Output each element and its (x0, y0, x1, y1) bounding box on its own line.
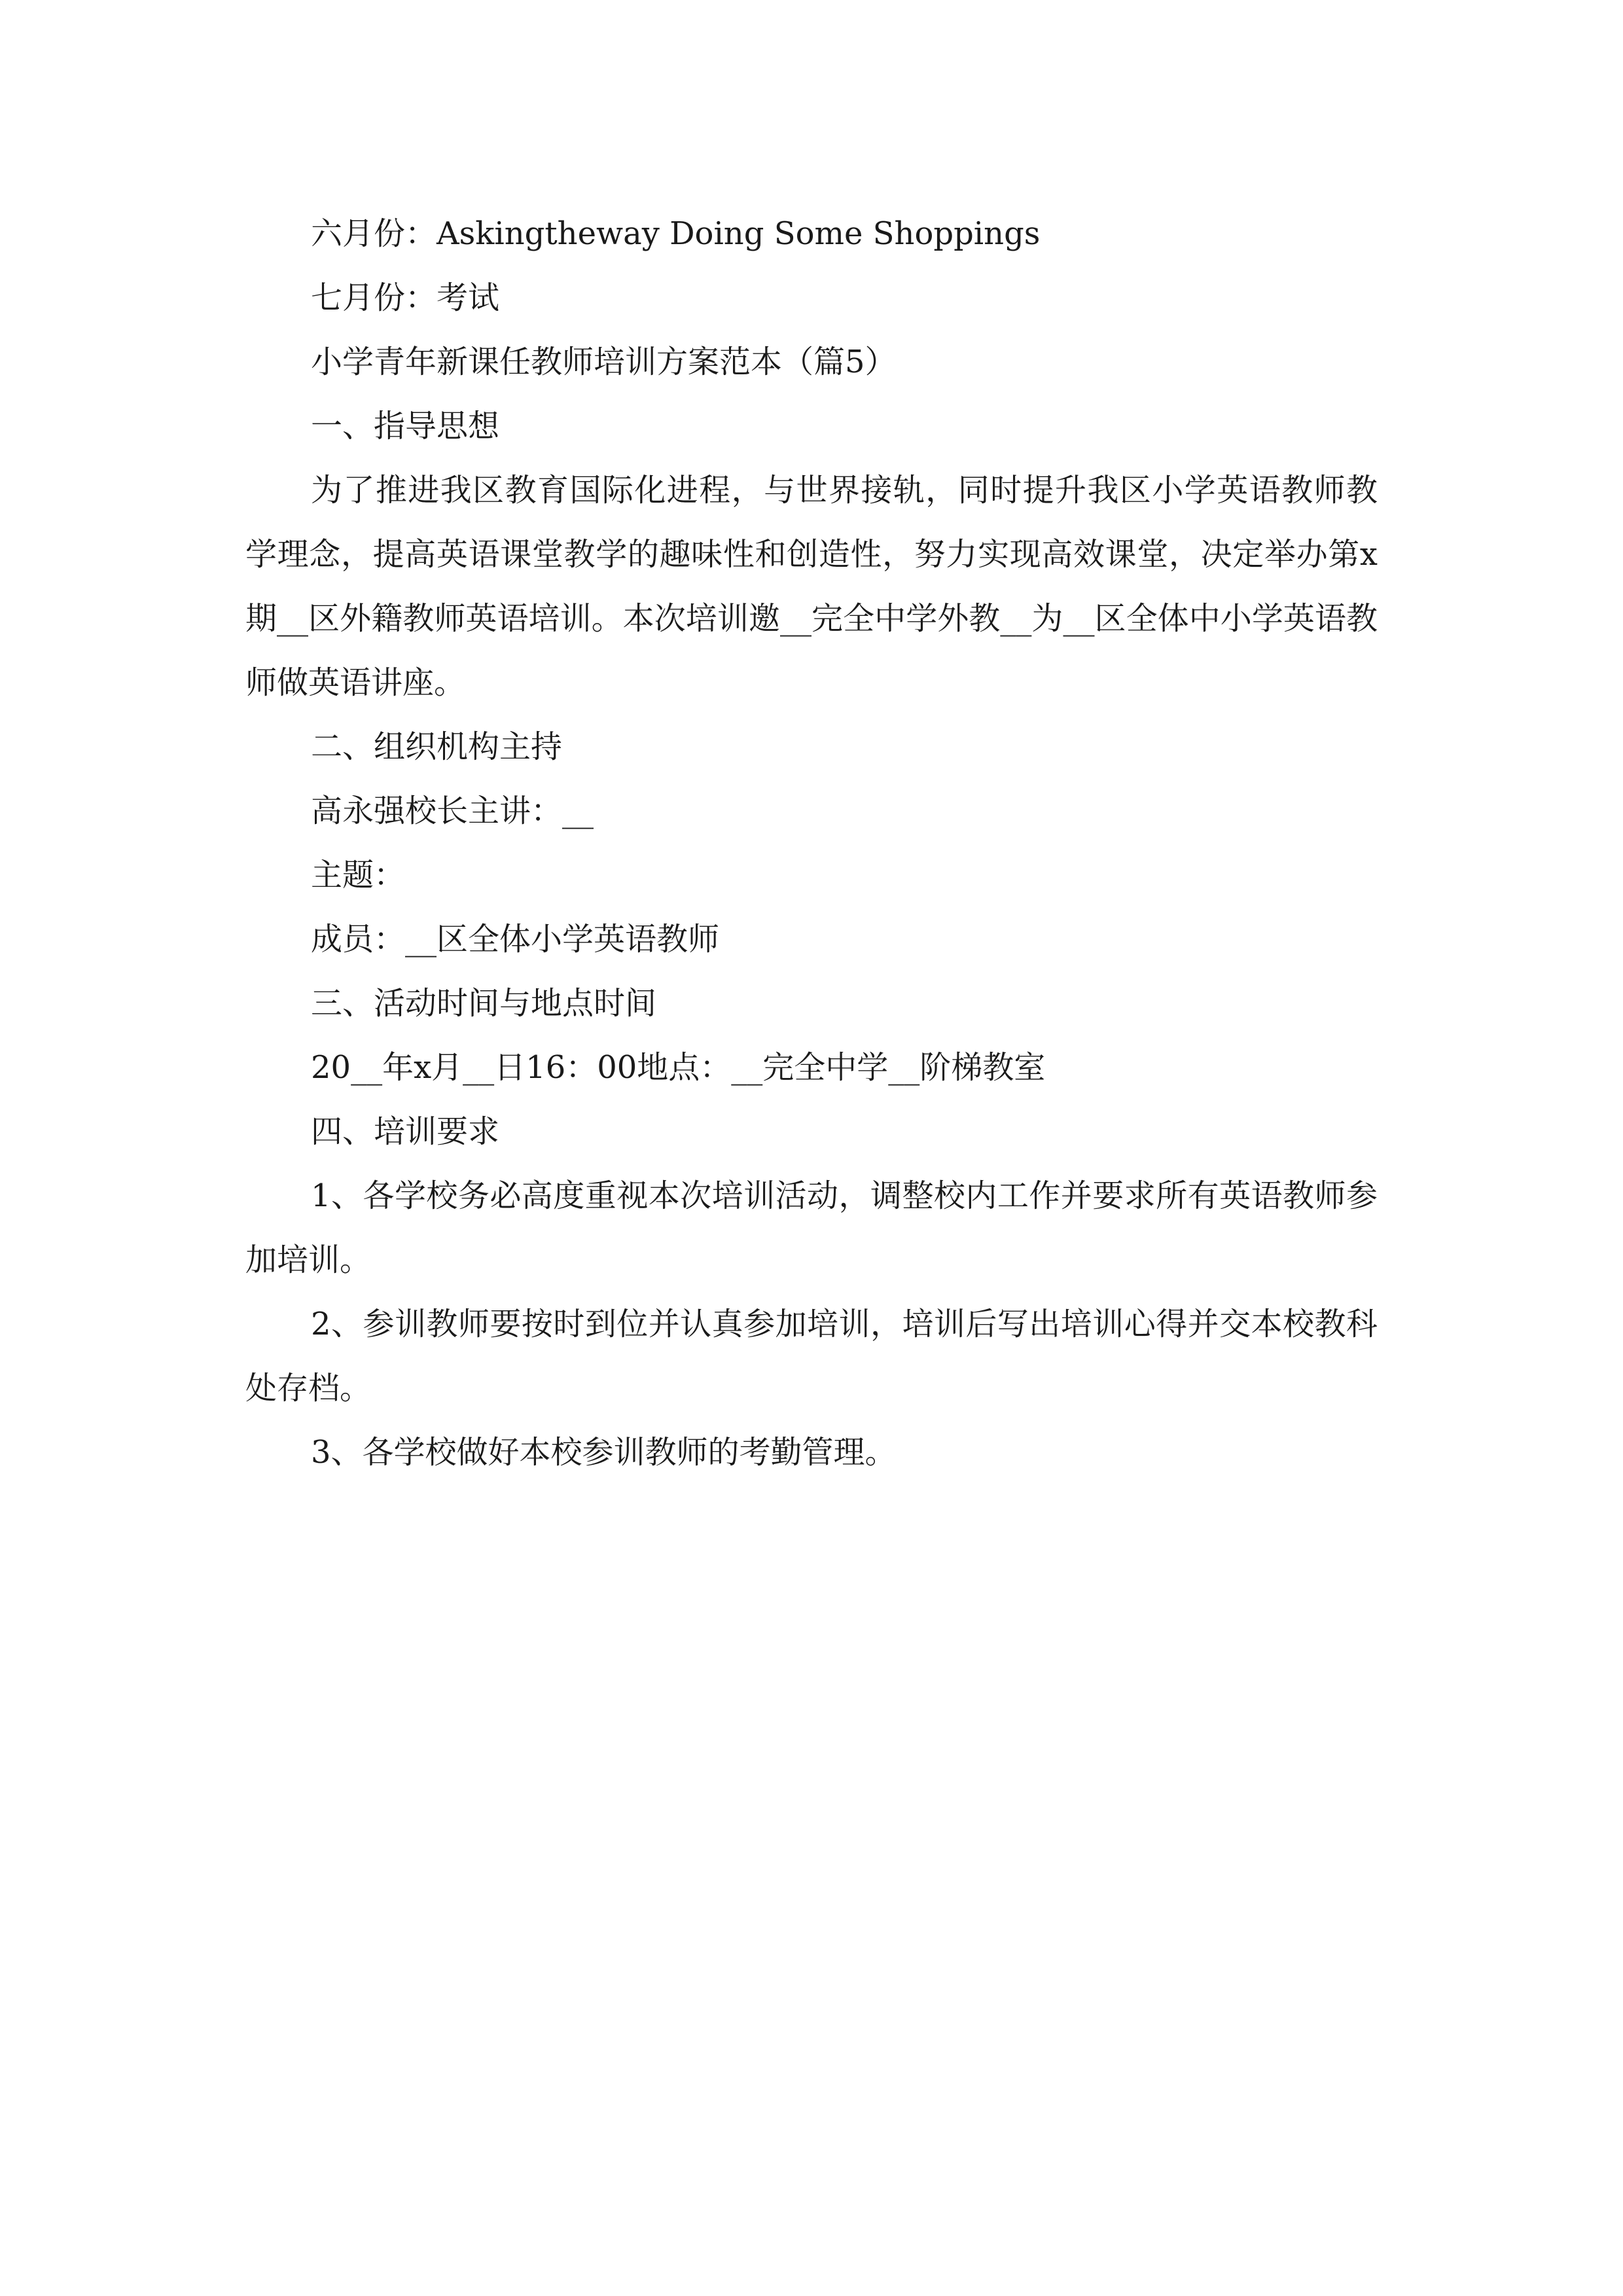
paragraph-requirement-1: 1、各学校务必高度重视本次培训活动，调整校内工作并要求所有英语教师参加培训。 (245, 1177, 1378, 1278)
document-body (245, 202, 1378, 1484)
heading-organization: 二、组织机构主持 (311, 728, 563, 765)
paragraph-members: 成员：__区全体小学英语教师 (311, 921, 720, 958)
section-title: 小学青年新课任教师培训方案范本（篇5） (311, 344, 897, 380)
heading-time-place: 三、活动时间与地点时间 (311, 985, 657, 1022)
paragraph-june-schedule: 六月份：Askingtheway Doing Some Shoppings (311, 215, 1041, 252)
paragraph-requirement-2: 2、参训教师要按时到位并认真参加培训，培训后写出培训心得并交本校教科处存档。 (245, 1306, 1378, 1407)
paragraph-topic: 主题： (311, 857, 406, 893)
paragraph-guiding-thought: 为了推进我区教育国际化进程，与世界接轨，同时提升我区小学英语教师教学理念，提高英语课堂教学的趣味性和创造性，努力实现高效课堂，决定举办第x期__区外籍教师英语培训。本次培训邀__完全中学外教__为__区全体中小学英语教师做英语讲座。 (245, 472, 1378, 701)
paragraph-requirement-3: 3、各学校做好本校参训教师的考勤管理。 (311, 1434, 897, 1471)
paragraph-host: 高永强校长主讲：__ (311, 793, 594, 829)
paragraph-july-schedule: 七月份：考试 (311, 279, 500, 316)
heading-requirements: 四、培训要求 (311, 1113, 500, 1150)
heading-guiding-thought: 一、指导思想 (311, 408, 500, 444)
paragraph-time-place: 20__年x月__日16：00地点：__完全中学__阶梯教室 (311, 1049, 1046, 1086)
